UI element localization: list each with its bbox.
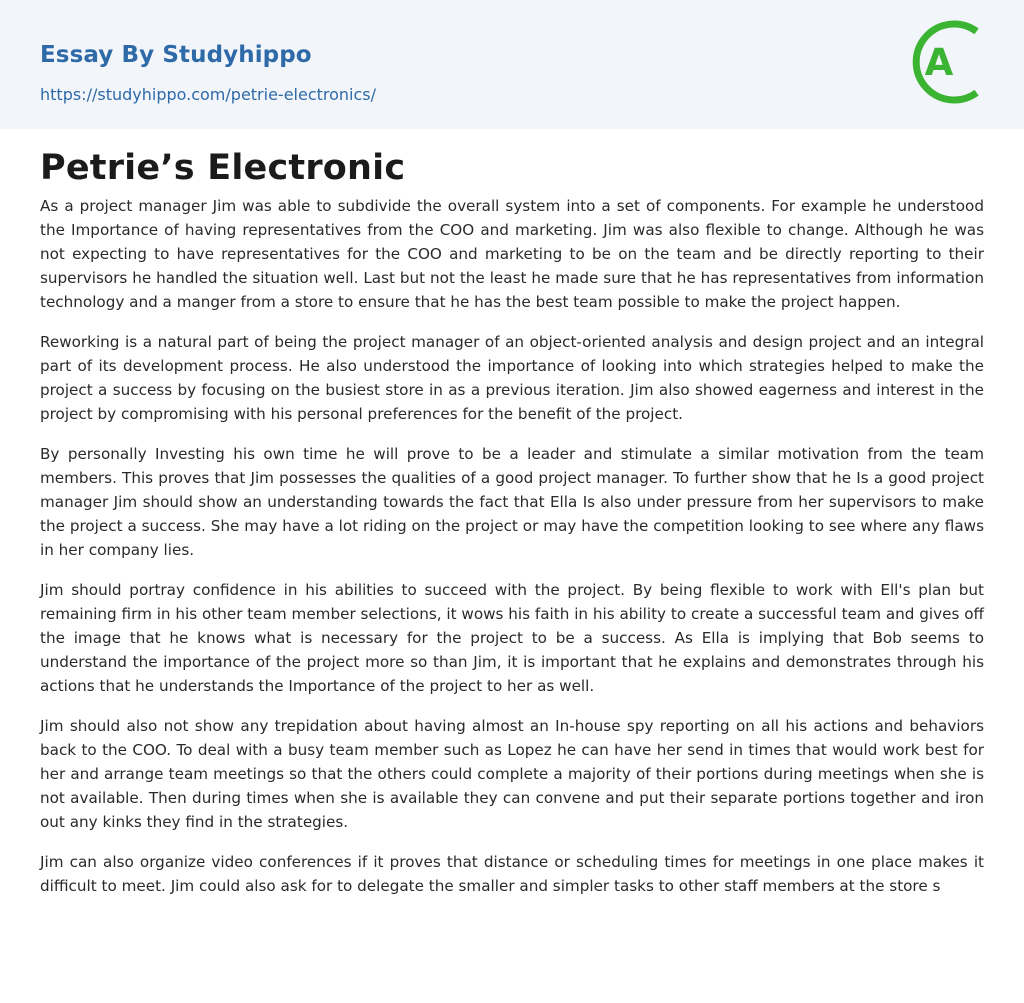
paragraph: As a project manager Jim was able to subdivide the overall system into a set of components. For example he understood the Importance of having representatives from the COO and marketing. Jim was also flexible to change. Although he was not expecting to have representatives for the COO and marketing to be on the team and be directly reporting to their supervisors he handled the situation well. Last but not the least he made sure that he has representatives from information technology and a manger from a store to ensure that he has the best team possible to make the project happen. <box>40 197 984 311</box>
essay-url-link[interactable]: https://studyhippo.com/petrie-electronics/ <box>40 85 377 104</box>
paragraph: Jim can also organize video conferences if it proves that distance or scheduling times for meetings in one place makes it difficult to meet. Jim could also ask for to delegate the smaller and simpler tasks to other staff members at the store s <box>40 853 984 895</box>
brand-title[interactable]: Essay By Studyhippo <box>40 42 312 68</box>
site-header <box>0 0 1024 129</box>
paragraph: Reworking is a natural part of being the project manager of an object-oriented analysis and design project and an integral part of its development process. He also understood the importance of looking into which strategies helped to make the project a success by focusing on the busiest store in as a previous iteration. Jim also showed eagerness and interest in the project by compromising with his personal preferences for the benefit of the project. <box>40 333 984 423</box>
logo-letter: A <box>924 41 954 84</box>
essay-body <box>40 194 984 914</box>
paragraph: Jim should also not show any trepidation about having almost an In-house spy reporting on all his actions and behaviors back to the COO. To deal with a busy team member such as Lopez he can have her send in times that would work best for her and arrange team meetings so that the others could complete a majority of their portions during meetings when she is not available. Then during times when she is available they can convene and put their separate portions together and iron out any kinks they find in the strategies. <box>40 717 984 831</box>
paragraph: By personally Investing his own time he will prove to be a leader and stimulate a similar motivation from the team members. This proves that Jim possesses the qualities of a good project manager. To further show that he Is a good project manager Jim should show an understanding towards the fact that Ella Is also under pressure from her supervisors to make the project a success. She may have a lot riding on the project or may have the competition looking to see where any flaws in her company lies. <box>40 445 984 559</box>
essay-title: Petrie’s Electronic <box>40 148 406 188</box>
studyhippo-logo-icon[interactable] <box>912 19 986 105</box>
paragraph: Jim should portray confidence in his abilities to succeed with the project. By being flexible to work with Ell's plan but remaining firm in his other team member selections, it wows his faith in his ability to create a successful team and gives off the image that he knows what is necessary for the project to be a success. As Ella is implying that Bob seems to understand the importance of the project more so than Jim, it is important that he explains and demonstrates through his actions that he understands the Importance of the project to her as well. <box>40 581 984 695</box>
